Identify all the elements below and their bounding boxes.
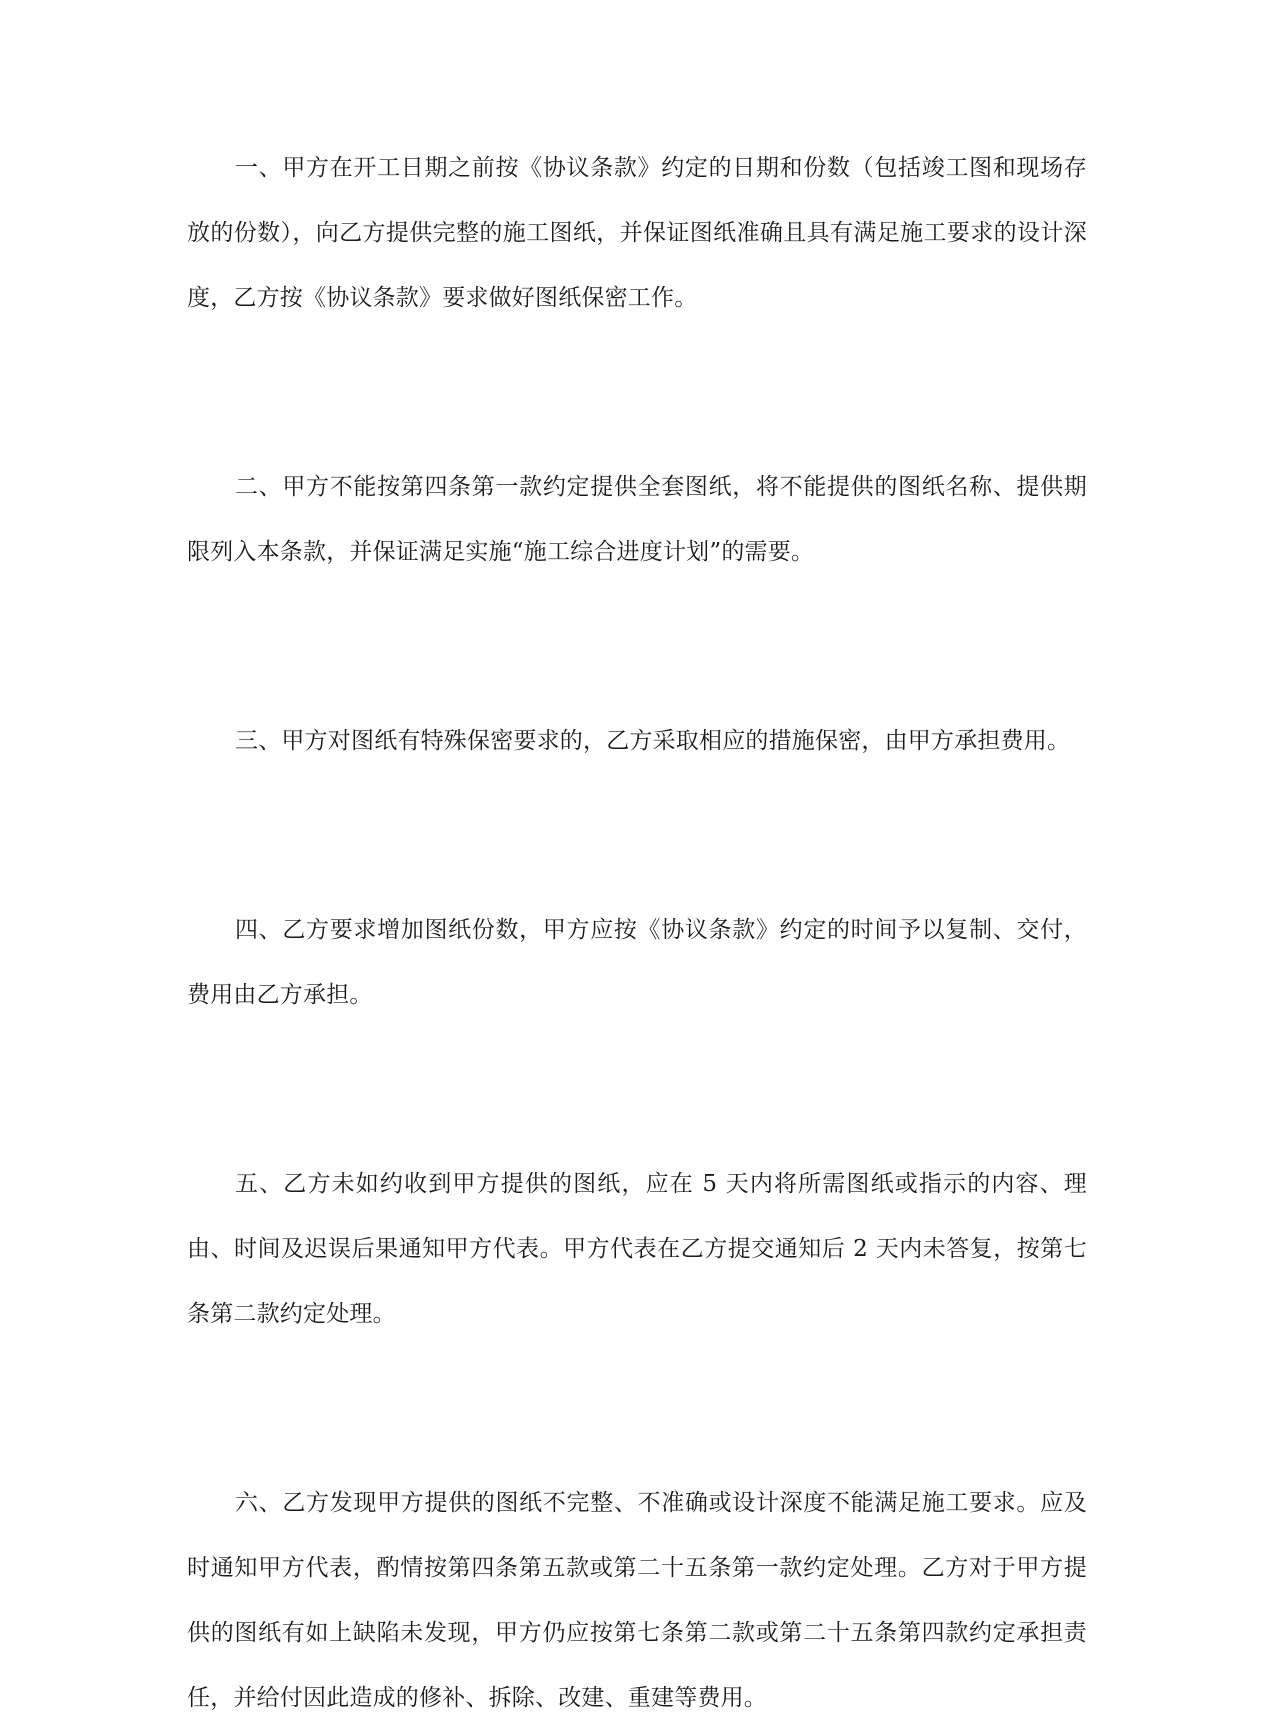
document-body: [187, 136, 1087, 1731]
clause-4: 四、乙方要求增加图纸份数，甲方应按《协议条款》约定的时间予以复制、交付，费用由乙方承担。: [187, 917, 1087, 1008]
clause-2: 二、甲方不能按第四条第一款约定提供全套图纸，将不能提供的图纸名称、提供期限列入本条款，并保证满足实施“施工综合进度计划”的需要。: [187, 474, 1087, 565]
clause-3: 三、甲方对图纸有特殊保密要求的，乙方采取相应的措施保密，由甲方承担费用。: [235, 728, 1071, 754]
clause-1: 一、甲方在开工日期之前按《协议条款》约定的日期和份数（包括竣工图和现场存放的份数），向乙方提供完整的施工图纸，并保证图纸准确且具有满足施工要求的设计深度，乙方按《协议条款》要求做好图纸保密工作。: [187, 155, 1087, 311]
clause-6: 六、乙方发现甲方提供的图纸不完整、不准确或设计深度不能满足施工要求。应及时通知甲方代表，酌情按第四条第五款或第二十五条第一款约定处理。乙方对于甲方提供的图纸有如上缺陷未发现，甲方仍应按第七条第二款或第二十五条第四款约定承担责任，并给付因此造成的修补、拆除、改建、重建等费用。: [187, 1490, 1087, 1711]
clause-5: 五、乙方未如约收到甲方提供的图纸，应在 5 天内将所需图纸或指示的内容、理由、时间及迟误后果通知甲方代表。甲方代表在乙方提交通知后 2 天内未答复，按第七条第二款约定处理。: [187, 1171, 1087, 1327]
